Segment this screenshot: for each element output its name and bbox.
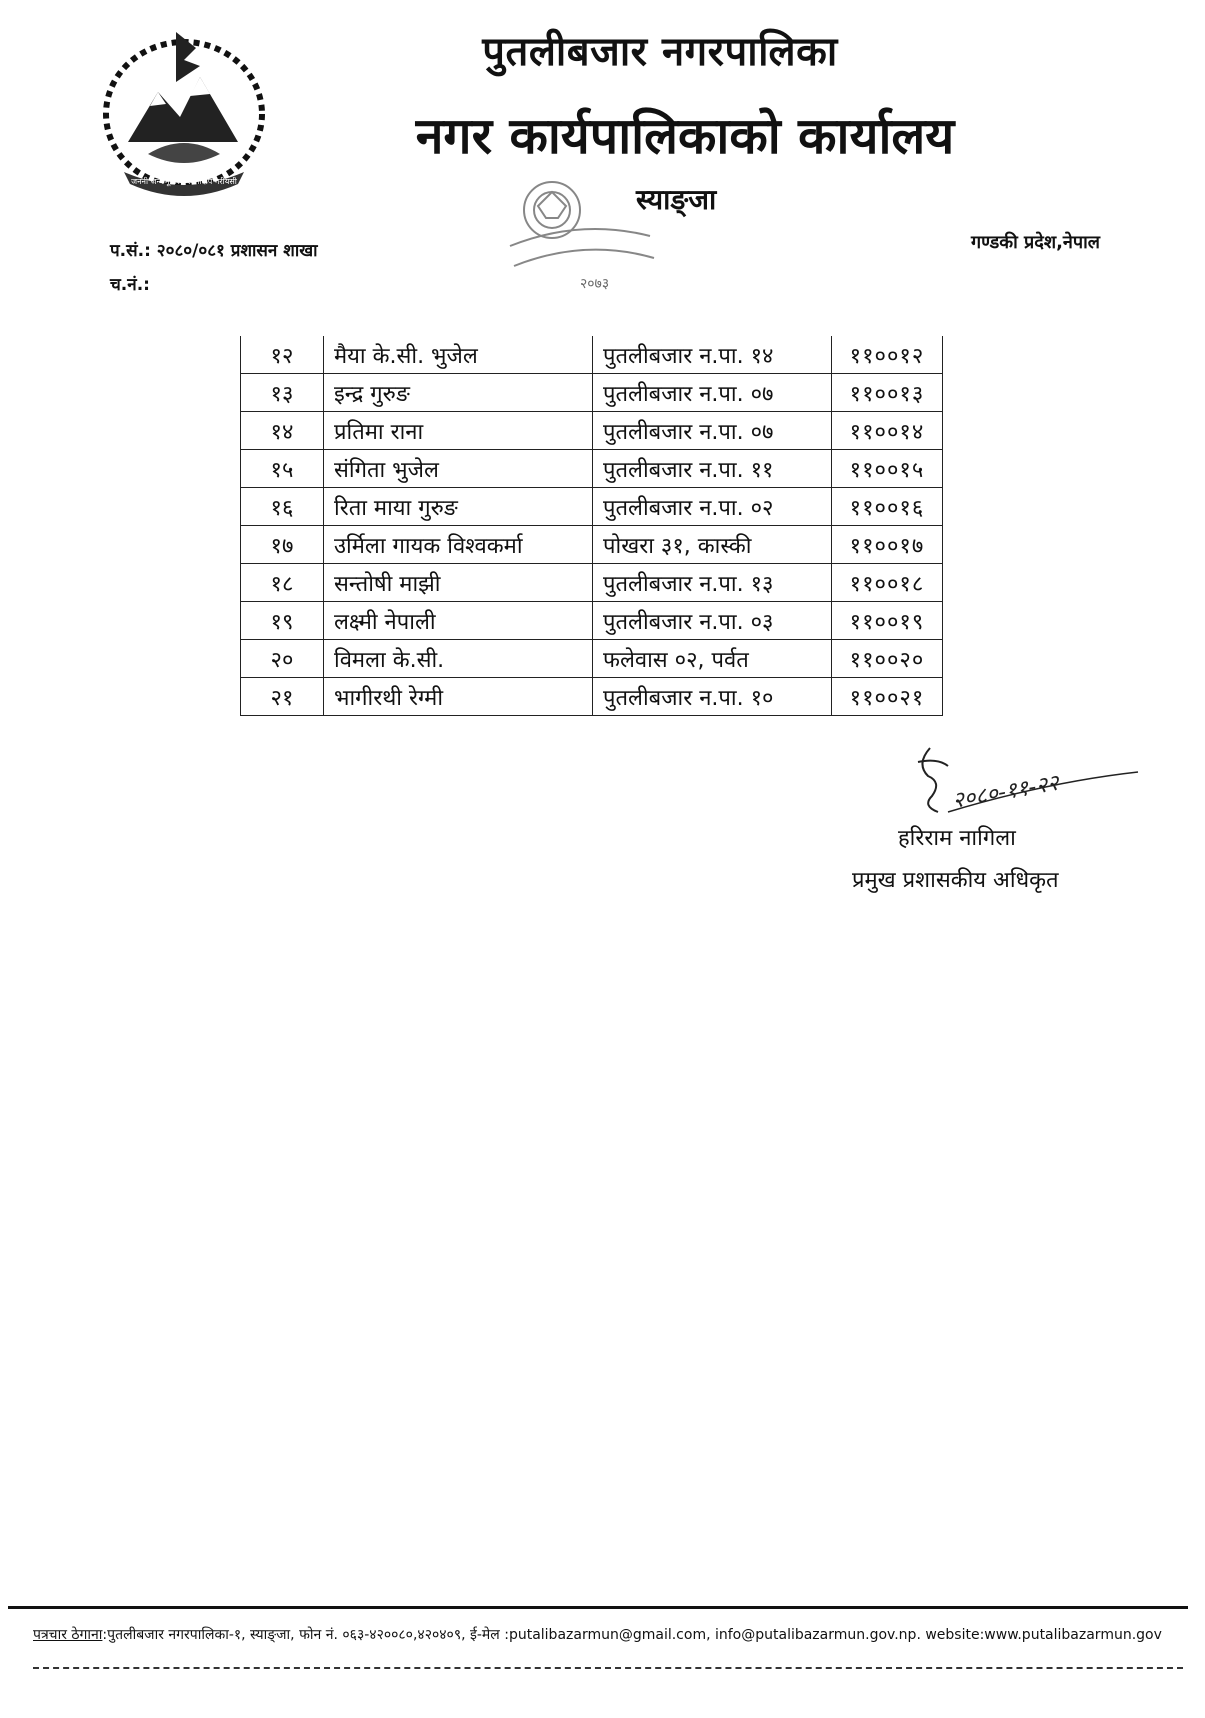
address-cell: पुतलीबजार न.पा. ११ [593,450,832,488]
serial-cell: १५ [241,450,324,488]
code-cell: ११००१७ [832,526,943,564]
table-row [241,374,943,412]
address-cell: पुतलीबजार न.पा. ०३ [593,602,832,640]
table-row [241,678,943,716]
reference-number: प.सं.: २०८०/०८१ प्रशासन शाखा [110,241,318,261]
code-cell: ११००२० [832,640,943,678]
table-row [241,488,943,526]
signature-mark [908,742,1158,822]
table-row [241,336,943,374]
address-cell: पुतलीबजार न.पा. १३ [593,564,832,602]
serial-cell: १६ [241,488,324,526]
table-row [241,564,943,602]
footer-dashed-line [33,1667,1183,1669]
name-cell: रिता माया गुरुङ [324,488,593,526]
code-cell: ११००१९ [832,602,943,640]
address-cell: पुतलीबजार न.पा. ०७ [593,412,832,450]
address-cell: पुतलीबजार न.पा. १४ [593,336,832,374]
nepal-emblem-icon [88,22,280,207]
code-cell: ११००१३ [832,374,943,412]
name-cell: प्रतिमा राना [324,412,593,450]
code-cell: ११००१५ [832,450,943,488]
office-name: नगर कार्यपालिकाको कार्यालय [415,107,955,165]
serial-cell: २० [241,640,324,678]
serial-cell: १९ [241,602,324,640]
serial-cell: १८ [241,564,324,602]
signature-date: २०८०-११-२२ [950,770,1061,814]
code-cell: ११००२१ [832,678,943,716]
signatory-title: प्रमुख प्रशासकीय अधिकृत [852,868,1059,893]
beneficiary-table [240,336,943,716]
code-cell: ११००१८ [832,564,943,602]
serial-cell: २१ [241,678,324,716]
name-cell: विमला के.सी. [324,640,593,678]
code-cell: ११००१२ [832,336,943,374]
name-cell: संगिता भुजेल [324,450,593,488]
dispatch-number: च.नं.: [110,275,150,295]
name-cell: सन्तोषी माझी [324,564,593,602]
address-cell: पोखरा ३१, कास्की [593,526,832,564]
code-cell: ११००१६ [832,488,943,526]
district-name: स्याङ्जा [636,183,717,216]
name-cell: भागीरथी रेग्मी [324,678,593,716]
name-cell: इन्द्र गुरुङ [324,374,593,412]
footer-divider [8,1606,1188,1609]
table-row [241,526,943,564]
municipality-name: पुतलीबजार नगरपालिका [482,29,838,75]
province-country: गण्डकी प्रदेश,नेपाल [970,232,1100,253]
table-row [241,412,943,450]
table-row [241,640,943,678]
name-cell: लक्ष्मी नेपाली [324,602,593,640]
address-cell: पुतलीबजार न.पा. १० [593,678,832,716]
footer-address [33,1625,1162,1644]
table-row [241,602,943,640]
table-row [241,450,943,488]
svg-text:२०७३: २०७३ [580,276,610,292]
address-cell: पुतलीबजार न.पा. ०२ [593,488,832,526]
code-cell: ११००१४ [832,412,943,450]
svg-text:जननी जन्मभूमिश्च स्वर्गादपि गर: जननी जन्मभूमिश्च स्वर्गादपि गरीयसी [131,177,237,186]
signatory-name: हरिराम नागिला [898,826,1016,851]
serial-cell: १४ [241,412,324,450]
address-cell: पुतलीबजार न.पा. ०७ [593,374,832,412]
footer-text: :पुतलीबजार नगरपालिका-१, स्याङ्जा, फोन नं. ०६३-४२००८०,४२०४०९, ई-मेल :putalibazarmun@gmail.com, info@putalibazarmun.gov.np. website:www.putalibazarmun.gov [102,1627,1162,1643]
serial-cell: १३ [241,374,324,412]
serial-cell: १७ [241,526,324,564]
footer-label: पत्रचार ठेगाना [33,1627,103,1643]
serial-cell: १२ [241,336,324,374]
name-cell: मैया के.सी. भुजेल [324,336,593,374]
name-cell: उर्मिला गायक विश्वकर्मा [324,526,593,564]
address-cell: फलेवास ०२, पर्वत [593,640,832,678]
